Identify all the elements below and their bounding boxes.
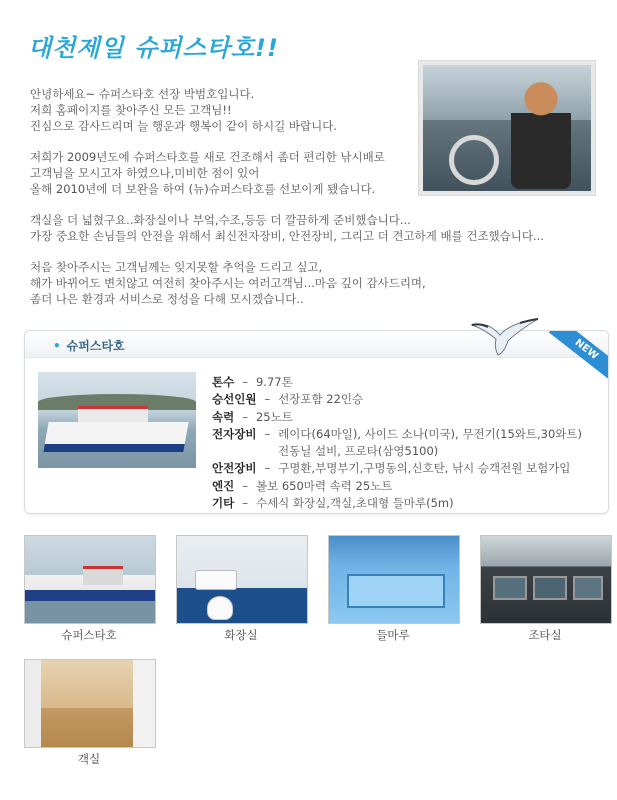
gallery-caption: 화장실 [224,628,258,642]
intro-line: 해가 바뀌어도 변치않고 여전히 찾아주시는 여러고객님...마음 깊이 감사드리며, [30,276,426,290]
intro-line: 객실을 더 넓혔구요..화장실이나 부엌,수조,등등 더 깔끔하게 준비했습니다... [30,213,411,227]
spec-row-tonnage: 톤수 – 9.77톤 [212,375,293,389]
intro-line: 진심으로 감사드리며 늘 행운과 행복이 같이 하시길 바랍니다. [30,119,337,133]
spec-row-etc: 기타 – 수세식 화장실,객실,초대형 들마루(5m) [212,496,454,511]
gallery-thumb-cabin[interactable] [24,659,156,748]
intro-line: 안녕하세요~ 슈퍼스타호 선장 박범호입니다. [30,87,255,101]
intro-text [30,86,544,322]
intro-line: 올해 2010년에 더 보완을 하여 (뉴)슈퍼스타호를 선보이게 됐습니다. [30,182,376,196]
gallery-caption: 들마루 [376,628,410,642]
panel-title-text: 슈퍼스타호 [66,339,125,353]
spec-row-electronics-cont: 전동닐 설비, 프로타(삼영5100) [278,444,439,459]
gallery-thumb-boat[interactable] [24,535,156,624]
new-ribbon-badge: NEW [549,330,609,382]
gallery-caption: 슈퍼스타호 [61,628,117,642]
gallery-caption: 조타실 [528,628,562,642]
gallery-caption: 객실 [77,752,101,766]
helm-wheel-image [449,135,499,185]
page-title: 대천제일 슈퍼스타호!! [28,34,279,62]
intro-paragraph-3 [30,212,544,244]
spec-row-engine: 엔진 – 볼보 650마력 속력 25노트 [212,478,393,493]
intro-line: 저희 홈페이지를 찾아주신 모든 고객님!! [30,103,232,117]
captain-figure [511,79,571,189]
gallery-thumb-wheelhouse[interactable] [480,535,612,624]
intro-paragraph-1 [30,86,410,134]
intro-paragraph-4 [30,259,426,307]
seagull-icon [470,317,540,357]
spec-row-electronics: 전자장비 – 레이다(64마일), 사이드 소나(미국), 무전기(15와트,30와트) [212,426,583,441]
spec-row-safety: 안전장비 – 구명환,부명부기,구명동의,신호탄, 낚시 승객전원 보험가입 [212,461,571,476]
gallery-thumb-deck[interactable] [328,535,460,624]
intro-line: 가장 중요한 손님들의 안전을 위해서 최신전자장비, 안전장비, 그리고 더 견고하게 배를 건조했습니다... [30,229,544,243]
bullet-icon: • [53,339,61,353]
boat-photo [38,372,196,468]
gallery-thumb-toilet[interactable] [176,535,308,624]
intro-line: 저희가 2009년도에 슈퍼스타호를 새로 건조해서 좀더 편리한 낚시배로 [30,150,385,164]
boat-specs [212,374,582,512]
intro-line: 고객님을 모시고자 하였으나,미비한 점이 있어 [30,166,260,180]
intro-paragraph-2 [30,149,410,197]
panel-title [53,337,125,354]
intro-line: 좀더 나은 환경과 서비스로 정성을 다해 모시겠습니다.. [30,292,304,306]
captain-photo [418,60,596,196]
spec-row-speed: 속력 – 25노트 [212,409,293,424]
spec-row-capacity: 승선인원 – 선장포함 22인승 [212,392,364,407]
intro-line: 처음 찾아주시는 고객님께는 잊지못할 추억을 드리고 싶고, [30,260,323,274]
